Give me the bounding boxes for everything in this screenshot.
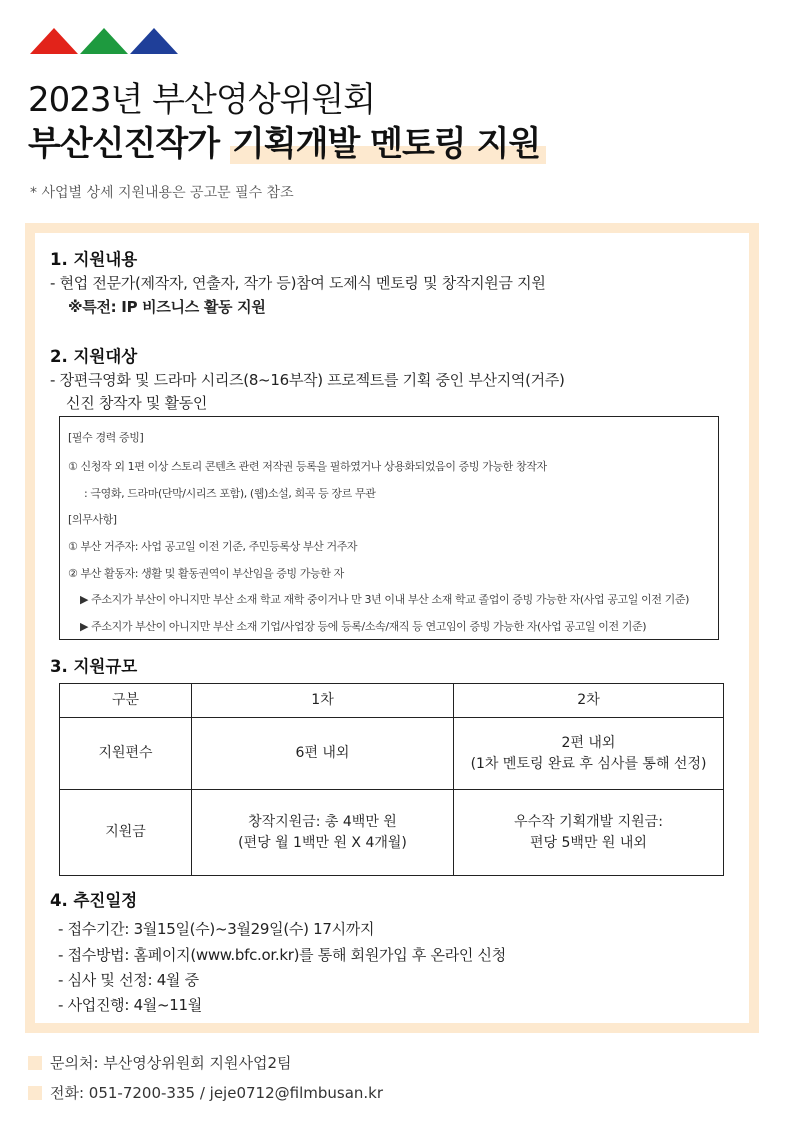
green-triangle	[80, 28, 128, 54]
table-row	[60, 718, 724, 790]
table-cell-label: 지원편수	[60, 718, 192, 790]
duty-item-1: ① 부산 거주자: 사업 공고일 이전 기준, 주민등록상 부산 거주자	[68, 540, 358, 553]
title-line-2	[28, 116, 546, 165]
table-header-cell: 구분	[60, 684, 192, 718]
title-plain: 부산신진작가	[28, 124, 230, 164]
phone-text: 전화: 051-7200-335 / jeje0712@filmbusan.kr	[50, 1084, 384, 1102]
table-cell	[454, 790, 724, 876]
eligibility-box	[59, 416, 719, 640]
support-table	[59, 683, 724, 876]
section1-heading: 1. 지원내용	[50, 250, 138, 269]
schedule-item: - 심사 및 선정: 4월 중	[58, 971, 199, 989]
red-triangle	[30, 28, 78, 54]
footer-phone	[28, 1082, 383, 1103]
schedule-item: - 접수기간: 3월15일(수)~3월29일(수) 17시까지	[58, 920, 375, 938]
cell-line: 우수작 기획개발 지원금:	[514, 813, 663, 830]
table-cell: 6편 내외	[192, 718, 454, 790]
bullet-square-icon	[28, 1056, 42, 1070]
req-item-1-sub: : 극영화, 드라마(단막/시리즈 포함), (웹)소설, 희곡 등 장르 무관	[84, 487, 376, 500]
section1-line1: - 현업 전문가(제작자, 연출자, 작가 등)참여 도제식 멘토링 및 창작지원금 지원	[50, 274, 546, 292]
table-header-cell: 1차	[192, 684, 454, 718]
table-header-row	[60, 684, 724, 718]
duty-title: [의무사항]	[68, 513, 117, 526]
logo-triangles	[30, 26, 180, 56]
table-cell-label: 지원금	[60, 790, 192, 876]
blue-triangle	[130, 28, 178, 54]
cell-line: 편당 5백만 원 내외	[530, 834, 647, 851]
section2-heading: 2. 지원대상	[50, 347, 138, 366]
cell-line: (1차 멘토링 완료 후 심사를 통해 선정)	[470, 755, 707, 772]
title-highlight: 기획개발 멘토링 지원	[230, 124, 546, 164]
title-line-1: 2023년 부산영상위원회	[28, 80, 376, 120]
cell-line: (편당 월 1백만 원 X 4개월)	[238, 834, 407, 851]
duty-item-2a: ▶ 주소지가 부산이 아니지만 부산 소재 학교 재학 중이거나 만 3년 이내 부산 소재 학교 졸업이 증빙 가능한 자(사업 공고일 이전 기준)	[80, 593, 689, 606]
notice-text: * 사업별 상세 지원내용은 공고문 필수 참조	[30, 185, 294, 201]
table-cell	[454, 718, 724, 790]
table-header-cell: 2차	[454, 684, 724, 718]
section2-line1: - 장편극영화 및 드라마 시리즈(8~16부작) 프로젝트를 기획 중인 부산지역(거주)	[50, 371, 565, 389]
table-row	[60, 790, 724, 876]
duty-item-2: ② 부산 활동자: 생활 및 활동권역이 부산임을 증빙 가능한 자	[68, 567, 344, 580]
schedule-item: - 접수방법: 홈페이지(www.bfc.or.kr)를 통해 회원가입 후 온라인 신청	[58, 946, 506, 964]
cell-line: 창작지원금: 총 4백만 원	[248, 813, 397, 830]
section2-line2: 신진 창작자 및 활동인	[66, 394, 208, 412]
schedule-item: - 사업진행: 4월~11월	[58, 996, 202, 1014]
footer-contact	[28, 1052, 292, 1073]
cell-line: 2편 내외	[561, 734, 616, 751]
section4-heading: 4. 추진일정	[50, 891, 138, 910]
req-item-1: ① 신청작 외 1편 이상 스토리 콘텐츠 관련 저작권 등록을 필하였거나 상용화되었음이 증빙 가능한 창작자	[68, 460, 547, 473]
req-title: [필수 경력 증빙]	[68, 431, 144, 444]
section1-benefit: ※특전: IP 비즈니스 활동 지원	[68, 298, 266, 316]
table-cell	[192, 790, 454, 876]
contact-text: 문의처: 부산영상위원회 지원사업2팀	[50, 1054, 292, 1072]
section3-heading: 3. 지원규모	[50, 657, 138, 676]
bullet-square-icon	[28, 1086, 42, 1100]
duty-item-2b: ▶ 주소지가 부산이 아니지만 부산 소재 기업/사업장 등에 등록/소속/재직 등 연고임이 증빙 가능한 자(사업 공고일 이전 기준)	[80, 620, 647, 633]
